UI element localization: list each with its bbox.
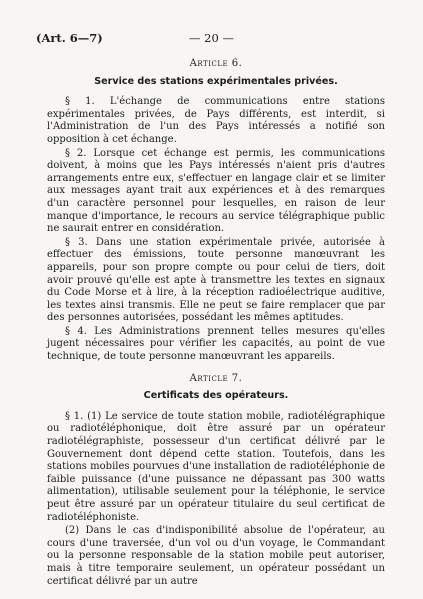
article-7-subtitle: Certificats des opérateurs.	[143, 390, 289, 402]
article-6-paragraph-1: § 1. L'échange de communications entre stations expérimentales privées, de Pays différents, est interdit, si l'Administration de l'un des Pays intéressés a notifié son opposition à cet échange.	[47, 96, 385, 145]
section-spacer	[47, 365, 385, 373]
article-7-title: Article 7.	[189, 372, 243, 384]
page-header	[36, 31, 387, 47]
article-6-paragraph-2: § 2. Lorsque cet échange est permis, les communications doivent, à moins que les Pays intéressés n'aient pris d'autres arrangements entre eux, s'effectuer en langage clair et se limiter aux messages ayant trait aux expériences et à des remarques d'un caractère personnel pour lesquelles, en raison de leur manque d'importance, le recours au service télégraphique public ne saurait entrer en considération.	[47, 147, 385, 235]
page-number: — 20 —	[189, 31, 234, 45]
article-6-paragraph-3: § 3. Dans une station expérimentale privée, autorisée à effectuer des émissions, toute personne manœuvrant les appareils, pour son propre compte ou pour celui de tiers, doit avoir prouvé qu'elle est apte à transmettre les textes en signaux du Code Morse et à lire, à la réception radioélectrique auditive, les textes ainsi transmis. Elle ne peut se faire remplacer que par des personnes autorisées, possédant les mêmes aptitudes.	[47, 236, 385, 324]
page-body	[47, 58, 385, 589]
article-6-title: Article 6.	[189, 58, 243, 69]
article-reference: (Art. 6—7)	[36, 31, 103, 45]
article-6-paragraph-4: § 4. Les Administrations prennent telles mesures qu'elles jugent nécessaires pour vérifier les capacités, au point de vue technique, de toute personne manœuvrant les appareils.	[47, 325, 385, 363]
article-7-paragraph-2: (2) Dans le cas d'indisponibilité absolue de l'opérateur, au cours d'une traversée, d'un vol ou d'un voyage, le Commandant ou la personne responsable de la station mobile peut autoriser, mais à titre temporaire seulement, un opérateur possédant un certificat délivré par un autre	[47, 525, 385, 587]
article-6-subtitle: Service des stations expérimentales privées.	[94, 75, 338, 87]
article-7-paragraph-1: § 1. (1) Le service de toute station mobile, radiotélégraphique ou radiotéléphonique, doit être assuré par un opérateur radiotélégraphiste, possesseur d'un certificat délivré par le Gouvernement dont dépend cette station. Toutefois, dans les stations mobiles pourvues d'une installation de radiotéléphonie de faible puissance (d'une puissance ne dépassant pas 300 watts alimentation), utilisable seulement pour la téléphonie, le service peut être assuré par un opérateur titulaire du seul certificat de radiotéléphoniste.	[47, 410, 385, 523]
